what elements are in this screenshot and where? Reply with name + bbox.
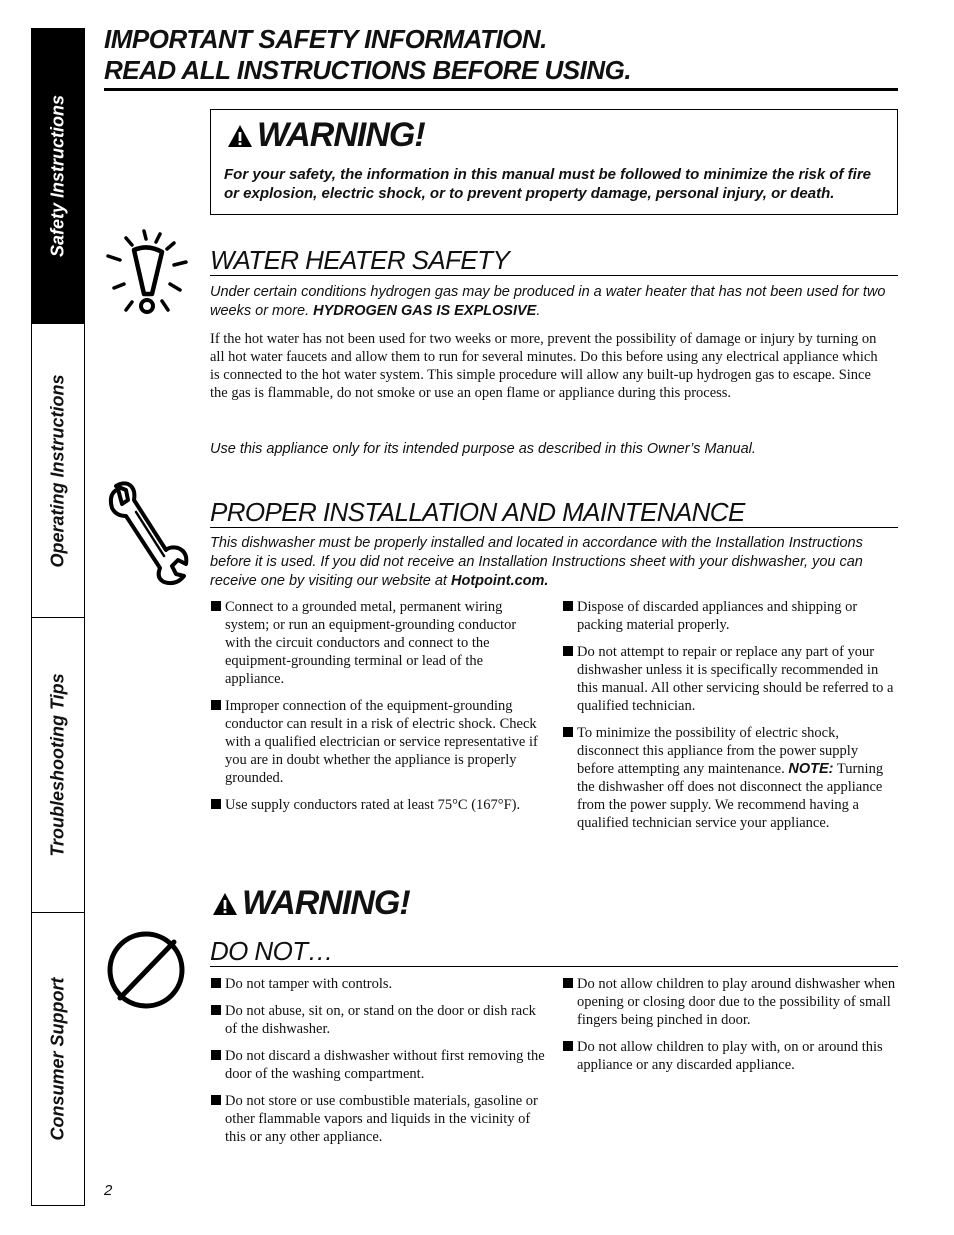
tab-safety-instructions[interactable] — [32, 29, 84, 324]
warning-text: For your safety, the information in this manual must be followed to minimize the risk of fire or explosion, electric shock, or to prevent property damage, personal injury, or death. — [224, 166, 872, 202]
do-not-title: DO NOT… — [210, 936, 898, 967]
list-item: Do not discard a dishwasher without first removing the door of the washing compartment. — [210, 1047, 545, 1083]
installation-left-column — [210, 598, 545, 823]
tab-consumer-support[interactable] — [32, 913, 84, 1205]
installation-right-column — [562, 598, 898, 841]
water-heater-body: If the hot water has not been used for two weeks or more, prevent the possibility of damage or injury by turning on all hot water faucets and allow them to run for several minutes. Do this before using any electrical appliance which is connected to the hot water system. This simple procedure will allow any built-up hydrogen gas to escape. Since the gas is flammable, do not smoke or use an open flame or appliance during this process. — [210, 331, 878, 401]
list-item: Do not store or use combustible materials, gasoline or other flammable vapors and liquids in the vicinity of this or any other appliance. — [210, 1092, 545, 1146]
list-item: Do not allow children to play with, on or around this appliance or any discarded appliance. — [562, 1038, 898, 1074]
tab-operating-instructions[interactable] — [32, 324, 84, 618]
list-item-text: To minimize the possibility of electric shock, disconnect this appliance from the power supply before attempting any maintenance. — [577, 725, 859, 777]
lead-text: Under certain conditions hydrogen gas may be produced in a water heater that has not been used for two weeks or more. — [210, 284, 886, 319]
water-heater-lead — [210, 283, 890, 321]
lead-end: . — [536, 303, 541, 319]
warning-heading-2 — [212, 884, 410, 923]
wrench-icon — [104, 480, 190, 586]
exclamation-alert-icon — [104, 228, 190, 320]
lead-text: This dishwasher must be properly installed and located in accordance with the Installation Instructions before it is used. If you did not receive an Installation Instructions sheet with your dishwasher, you can receive one by visiting our website at — [210, 535, 863, 589]
warning-box — [210, 109, 898, 215]
page-title-line2: READ ALL INSTRUCTIONS BEFORE USING. — [104, 55, 632, 85]
installation-lead — [210, 534, 898, 591]
list-item: Do not attempt to repair or replace any part of your dishwasher unless it is specifically recommended in this manual. All other servicing should be referred to a qualified technician. — [562, 643, 898, 715]
prohibition-icon — [104, 928, 188, 1012]
list-item: Connect to a grounded metal, permanent wiring system; or run an equipment-grounding conductor with the circuit conductors and connect to the equipment-grounding terminal or lead of the appliance. — [210, 598, 545, 688]
list-item: Do not abuse, sit on, or stand on the door or dish rack of the dishwasher. — [210, 1002, 545, 1038]
do-not-right-column — [562, 975, 898, 1083]
list-item: Improper connection of the equipment-grounding conductor can result in a risk of electric shock. Check with a qualified electrician or service representative if you are in doubt whether the appliance is properly grounded. — [210, 697, 545, 787]
list-item-text: Turning the dishwasher off does not disconnect the appliance from the power supply. We recommend having a qualified technician service your appliance. — [577, 761, 884, 831]
warning-triangle-icon — [212, 892, 238, 916]
tab-label: Consumer Support — [47, 977, 68, 1141]
list-item: Use supply conductors rated at least 75°C (167°F). — [210, 796, 545, 814]
page-number: 2 — [104, 1182, 113, 1199]
list-item: Do not tamper with controls. — [210, 975, 545, 993]
warning-triangle-icon — [227, 124, 253, 148]
tab-troubleshooting-tips[interactable] — [32, 618, 84, 913]
tab-label: Operating Instructions — [47, 373, 68, 568]
note-label: NOTE: — [788, 761, 834, 777]
lead-bold: HYDROGEN GAS IS EXPLOSIVE — [313, 303, 537, 319]
warning-heading-text: WARNING! — [257, 116, 425, 154]
water-heater-safety-title: WATER HEATER SAFETY — [210, 245, 898, 276]
list-item — [562, 724, 898, 832]
installation-title: PROPER INSTALLATION AND MAINTENANCE — [210, 497, 898, 528]
section-sidebar — [31, 28, 85, 1206]
website-link[interactable]: Hotpoint.com. — [451, 573, 549, 589]
intended-use-note: Use this appliance only for its intended purpose as described in this Owner’s Manual. — [210, 441, 756, 457]
page-title-line1: IMPORTANT SAFETY INFORMATION. — [104, 24, 547, 54]
do-not-left-column — [210, 975, 545, 1155]
page-title — [104, 24, 898, 91]
list-item: Dispose of discarded appliances and shipping or packing material properly. — [562, 598, 898, 634]
warning-heading — [227, 116, 425, 155]
tab-label: Troubleshooting Tips — [47, 673, 68, 857]
warning-heading-text: WARNING! — [242, 884, 410, 922]
tab-label: Safety Instructions — [47, 94, 68, 258]
list-item: Do not allow children to play around dishwasher when opening or closing door due to the possibility of small fingers being pinched in door. — [562, 975, 898, 1029]
